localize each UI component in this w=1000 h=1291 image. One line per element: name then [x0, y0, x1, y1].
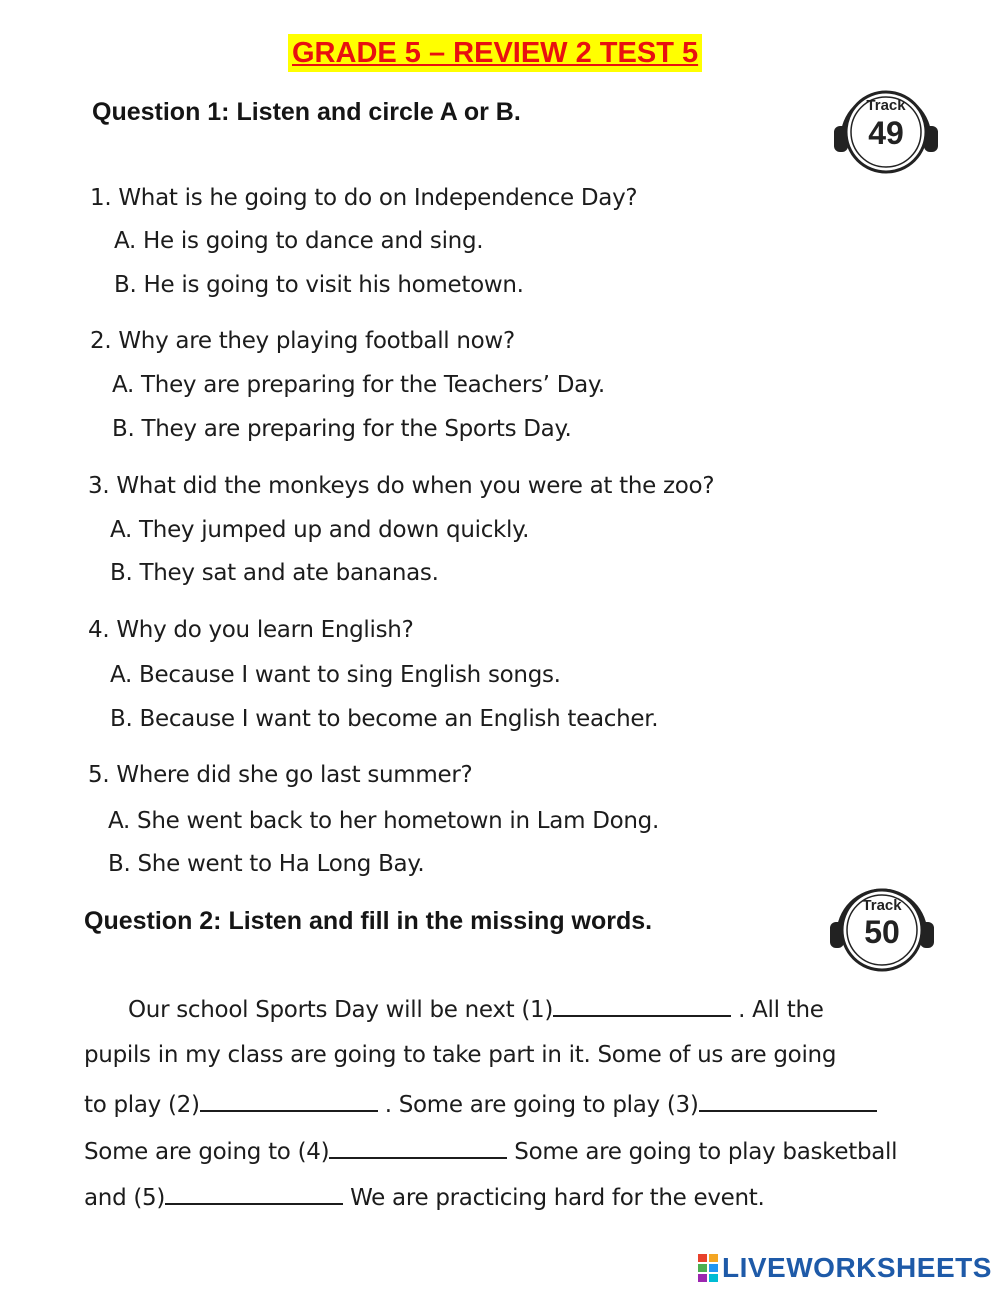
blank-4[interactable] — [329, 1137, 507, 1159]
passage-line-3-mid: . Some are going to play (3) — [377, 1092, 699, 1118]
passage-line-3-start: to play (2) — [84, 1092, 200, 1118]
q1-item1-option-a[interactable]: A. He is going to dance and sing. — [114, 228, 484, 254]
q1-item5-question: 5. Where did she go last summer? — [88, 762, 473, 788]
footer-brand: LIVEWORKSHEETS — [722, 1252, 992, 1283]
passage-line-5 — [84, 1183, 765, 1211]
passage-line-1 — [128, 995, 824, 1023]
q1-item1-question: 1. What is he going to do on Independence Day? — [90, 185, 638, 211]
q1-item2-option-b[interactable]: B. They are preparing for the Sports Day. — [112, 416, 572, 442]
passage-line-4-start: Some are going to (4) — [84, 1139, 330, 1165]
q1-item3-option-b[interactable]: B. They sat and ate bananas. — [110, 560, 439, 586]
passage-line-5-end: We are practicing hard for the event. — [343, 1185, 765, 1211]
passage-line-3 — [84, 1090, 877, 1118]
passage-line-4 — [84, 1137, 897, 1165]
blank-3[interactable] — [699, 1090, 877, 1112]
passage-line-5-start: and (5) — [84, 1185, 166, 1211]
blank-5[interactable] — [165, 1183, 343, 1205]
q1-item4-question: 4. Why do you learn English? — [88, 617, 414, 643]
passage-line-2: pupils in my class are going to take part in it. Some of us are going — [84, 1042, 837, 1068]
q1-item4-option-b[interactable]: B. Because I want to become an English teacher. — [110, 706, 659, 732]
track-number: 50 — [864, 914, 900, 950]
liveworksheets-logo — [697, 1250, 992, 1286]
q1-item5-option-b[interactable]: B. She went to Ha Long Bay. — [108, 851, 425, 877]
blank-2[interactable] — [200, 1090, 378, 1112]
page-title: GRADE 5 – REVIEW 2 TEST 5 — [288, 34, 702, 72]
track-number: 49 — [868, 115, 904, 151]
track-label: Track — [862, 897, 902, 914]
q1-item3-question: 3. What did the monkeys do when you were at the zoo? — [88, 473, 715, 499]
track-label: Track — [866, 97, 906, 114]
track-50-badge[interactable] — [826, 878, 938, 983]
blank-1[interactable] — [553, 995, 731, 1017]
q1-item1-option-b[interactable]: B. He is going to visit his hometown. — [114, 272, 524, 298]
passage-line-1-end: . All the — [731, 997, 824, 1023]
liveworksheets-icon — [697, 1253, 719, 1283]
q1-item4-option-a[interactable]: A. Because I want to sing English songs. — [110, 662, 561, 688]
question2-heading: Question 2: Listen and fill in the missing words. — [84, 907, 653, 935]
q1-item2-option-a[interactable]: A. They are preparing for the Teachers’ Day. — [112, 372, 605, 398]
passage-line-4-end: Some are going to play basketball — [507, 1139, 898, 1165]
passage-line-1-start: Our school Sports Day will be next (1) — [128, 997, 554, 1023]
q1-item3-option-a[interactable]: A. They jumped up and down quickly. — [110, 517, 530, 543]
question1-heading: Question 1: Listen and circle A or B. — [92, 98, 521, 126]
q1-item5-option-a[interactable]: A. She went back to her hometown in Lam Dong. — [108, 808, 659, 834]
q1-item2-question: 2. Why are they playing football now? — [90, 328, 515, 354]
track-49-badge[interactable] — [830, 78, 942, 187]
